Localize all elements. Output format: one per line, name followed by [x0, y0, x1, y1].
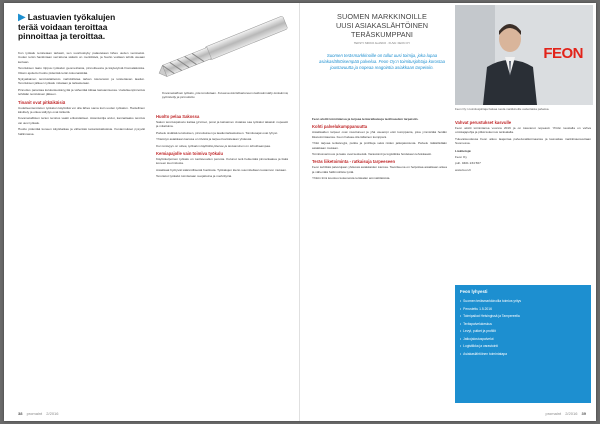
headline-line-2: terää voidaan teroittaa: [18, 21, 108, 32]
subheading: Kemiapajolle vain toimiva työkalu: [156, 151, 224, 157]
fact-item: [460, 321, 586, 329]
bullet-icon: •: [460, 351, 462, 356]
portrait-photo: [455, 5, 593, 105]
left-page: [4, 3, 300, 421]
fact-text: Levyt, putket ja profiilit: [463, 329, 496, 333]
image-caption: Kovametallinen työkalu, jota teroitetaan. Kuvassa tekniikkakoneen katkosärmätty teräsärmä, pyöristetty ja pinnoitettu.: [162, 91, 289, 100]
photo-caption: Feon Oy:n toimitusjohtaja haluaa tuoda markkinoille uudenlaista palvelua.: [455, 107, 550, 111]
paragraph: Teroituksen laatu riippuu työkalun geometriasta, pinnoitteesta ja käytetyistä hiomalaikoista. Oikein ajoitettu huolto pidentää terän kokonaisikää.: [18, 66, 145, 75]
title-line-2: UUSI ASIAKASLÄHTÖINEN: [335, 20, 429, 30]
paragraph: Kun terävyys on oikea, työkalun käyttöikä pitenee ja lastuaminen on tehokkaampaa.: [156, 143, 271, 148]
bullet-icon: •: [460, 329, 462, 333]
title-line-1: SUOMEN MARKKINOILLE: [337, 12, 427, 21]
bullet-icon: •: [460, 336, 462, 341]
paragraph: Kovametallisten terien teroitus vaatii erikoislaitteet. Asiantuntija arvioi, kannattaako teroitus vai uusi työkalu.: [18, 116, 145, 125]
fact-item: [460, 313, 586, 321]
paragraph: Uudelleenteroitetun työkalun käyttöikä voi olla lähes sama kuin uuden työkalun. Huolellinen käsittely ja oikea säilytys ovat tärkeitä.: [18, 105, 145, 115]
right-page: [300, 3, 596, 421]
fact-item: [460, 298, 586, 306]
fact-item: [460, 343, 586, 351]
right-footer: [546, 411, 587, 416]
left-column-1: [18, 51, 145, 407]
fact-text: Logistiikka ja varastointi: [463, 344, 498, 348]
bullet-icon: •: [460, 314, 462, 318]
headline-line-1: Lastuavien työkalujen: [27, 12, 116, 22]
paragraph: Feon kehittää palvelujaan yhdessä asiakkaiden kanssa. Tavoitteena on helpottaa asiakkaan arkea ja vähentää hallinnollista työtä.: [312, 165, 447, 174]
headline-line-3: pinnoittaa ja teroittaa.: [18, 31, 106, 42]
subheading: Kohti palvelukumppanuutta: [312, 124, 368, 130]
contact-line: www.feon.fi: [455, 167, 471, 172]
page-number: 38: [18, 411, 23, 416]
fact-text: Perustettu 1.5.2016: [463, 306, 492, 311]
subheading: Huolto pelaa Sakossa: [156, 114, 200, 119]
subheading: Tinanit ovat pitkäikäisiä: [18, 99, 66, 105]
paragraph: Yhtiön tiimi koostuu kokeneista teräsalan ammattilaisista.: [312, 176, 391, 181]
feon-logo: FEON: [543, 45, 583, 62]
title-line-3: TERÄSKUMPPANI: [351, 29, 413, 39]
paragraph: Toimitusvarmuus ja laatu ovat keskeisiä. Varastointi ja logistiikka hoidetaan tehokkaasti.: [312, 152, 432, 157]
issue-number: 2/2016: [46, 411, 59, 416]
article-title: [312, 13, 452, 45]
bullet-icon: •: [460, 299, 462, 303]
bullet-icon: •: [460, 344, 462, 348]
fact-item: [460, 328, 586, 336]
bullet-icon: •: [460, 321, 462, 326]
paragraph: Käyttökelpoinen työkalu on tuottavuuden perusta. Kulunut terä heikentää pinnanlaatua ja lisää koneen kuormitusta.: [156, 157, 288, 166]
fact-text: Suomen teräsmarkkinoilla toimiva yritys: [463, 299, 522, 303]
tool-image: [154, 7, 294, 87]
fact-text: Teräspalvelukeskus: [463, 321, 492, 326]
paragraph: Palvelu sisältää teroituksen, pinnoituksen ja laaduntarkastuksen. Toimitusajat ovat lyhyet.: [156, 130, 279, 135]
right-column-1: [312, 117, 447, 407]
paragraph: Tulevaisuudessa Feon aikoo laajentaa palveluvalikoimaansa ja kasvattaa markkinaosuuttaan Suomessa.: [455, 136, 591, 146]
paragraph: Kun työkalu teroitetaan tarkasti, sen suorituskyky palautetaan lähes uuden veroiseksi. Uuden terän hankintaan verrattuna säästö on merkittävä, ja huolto voidaan tehdä useaan kertaan.: [18, 51, 145, 64]
lead-paragraph: Suomen teräsmarkkinoille on tullut uusi toimija, joka lupaa asiakaslähtöisempää palvelua. Feon Oy:n toimitusjohtaja korostaa joustavuutta ja nopeaa reagointia asiakkaan tarpeisiin.: [318, 53, 446, 71]
paragraph: Asiakkaiden tarpeet ovat muuttuneet ja yhä useampi etsii kumppania, joka ymmärtää heidän liiketoimintaansa. Feon haluaa olla tällainen kumppani.: [312, 130, 447, 139]
paragraph: Feon aloitti toimintansa ja tarjoaa teräsratkaisuja teollisuuden tarpeisiin.: [312, 117, 419, 121]
fact-item: [460, 351, 586, 359]
fact-item: [460, 336, 586, 344]
fact-text: Asiakaslähtöinen toimintatapa: [463, 351, 507, 356]
quote-icon: ▶: [18, 12, 26, 23]
magazine-spread: [4, 3, 596, 421]
facts-box: [455, 285, 591, 403]
magazine-name: promaint: [26, 411, 43, 416]
paragraph: Yhtiö tarjoaa teräslevyjä, putkia ja profiileja sekä niiden jatkojalostusta. Palvelu räätälöidään asiakkaan mukaan.: [312, 141, 447, 150]
facts-title: Feon lyhyesti: [460, 289, 488, 294]
paragraph: Pinnoitus parantaa kulutuskestävyyttä ja vähentää kitkaa lastuamisessa. Uudelleenpinnoitus tehdään teroituksen jälkeen.: [18, 87, 145, 97]
paragraph: Nykyaikainen teroituslaitteisto mahdollistaa tarkan toleranssin ja toistettavan laadun. Teroituksen jälkeen työkalu mitataan ja tarkastetaan.: [18, 77, 145, 86]
paragraph: Feon aloitti toimintansa vuonna 2016 ja on kasvanut nopeasti. Yhtiön taustalla on vahva omistajapohja ja pitkä kokemus teräsalalta.: [455, 126, 591, 135]
bullet-icon: •: [460, 306, 462, 311]
paragraph: Huolto pidentää koneen käyttöaikaa ja vähentää tuotantokatkoksia. Kustannukset pysyvät hallinnassa.: [18, 127, 145, 136]
issue-number: 2/2016: [565, 411, 578, 416]
paragraph: Yhteistyö asiakkaan kanssa on tiivistä ja tarpeet kartoitetaan yhdessä.: [156, 137, 252, 142]
paragraph: Asiakkaat hyötyvät säännöllisestä huollosta. Työkalujen kierto suunnitellaan tuotannon mukaan.: [156, 167, 287, 172]
magazine-name: promaint: [545, 411, 562, 416]
headline: [18, 13, 148, 42]
left-footer: [18, 411, 59, 416]
subheading: Vahvat perustukset kasvulle: [455, 120, 512, 125]
fact-text: Toimipaikat Helsingissä ja Tampereella: [463, 314, 520, 318]
paragraph: Sakon teroituspalvelu kattaa jyrsimet, porat ja kalvaimet. Asiakas saa työkalut takaisin nopeasti ja mitattuina.: [156, 120, 288, 129]
paragraph: Teroitetut työkalut toimitetaan suojattuina ja merkittyinä.: [156, 174, 233, 179]
page-number: 39: [581, 411, 586, 416]
fact-item: [460, 306, 586, 314]
left-column-2: [156, 111, 288, 407]
byline: TEKSTI: MIKKO ALANKO · KUVA: FEON OY: [353, 41, 411, 46]
contact-line: Feon Oy: [455, 155, 467, 160]
contact-label: Lisätietoja:: [455, 148, 472, 153]
fact-text: Jatkojalostuspalvelut: [463, 336, 494, 341]
right-column-2: [455, 117, 591, 267]
subheading: Teräs liiketoiminta - ratkaisuja tarpeeseen: [312, 159, 396, 165]
contact-line: puh. 0401 234 567: [455, 161, 481, 166]
